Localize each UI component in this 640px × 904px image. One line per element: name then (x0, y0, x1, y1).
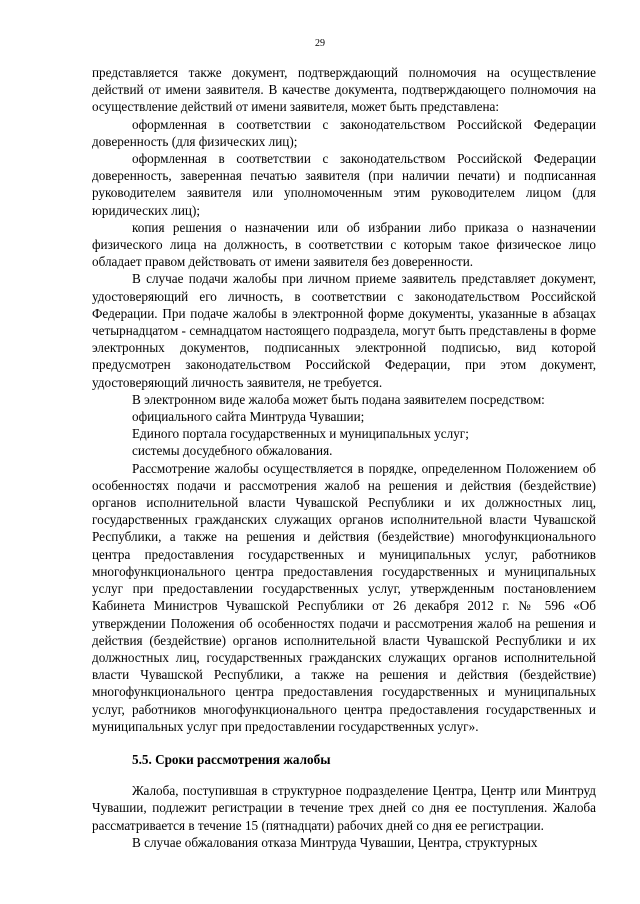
paragraph: Рассмотрение жалобы осуществляется в порядке, определенном Положением об особенностях подачи и рассмотрения жалоб на решения и действия (бездействие) органов исполнительной власти Чувашской Республики и их должностных лиц, государственных гражданских служащих органов исполнительной власти Чувашской Республики, а также на решения и действия (бездействие) многофункционального центра предоставления государственных и муниципальных услуг, работников многофункционального центра предоставления государственных и муниципальных услуг при предоставлении государственных услуг, утвержденным постановлением Кабинета Министров Чувашской Республики от 26 декабря 2012 г. № 596 «Об утверждении Положения об особенностях подачи и рассмотрения жалоб на решения и действия (бездействие) органов исполнительной власти Чувашской Республики и их должностных лиц, государственных гражданских служащих органов исполнительной власти Чувашской Республики, а также на решения и действия (бездействие) многофункционального центра предоставления государственных и муниципальных услуг, работников многофункционального центра предоставления государственных и муниципальных услуг при предоставлении государственных услуг». (92, 460, 596, 734)
paragraph: Единого портала государственных и муниципальных услуг; (132, 426, 469, 442)
document-body (92, 64, 596, 851)
paragraph: системы досудебного обжалования. (132, 443, 333, 459)
paragraph: Жалоба, поступившая в структурное подразделение Центра, Центр или Минтруд Чувашии, подлежит регистрации в течение трех дней со дня ее поступления. Жалоба рассматривается в течение 15 (пятнадцати) рабочих дней со дня ее регистрации. (92, 783, 596, 833)
paragraph: представляется также документ, подтверждающий полномочия на осуществление действий от имени заявителя. В качестве документа, подтверждающего полномочия на осуществление действий от имени заявителя, может быть представлена: (92, 65, 596, 115)
paragraph: оформленная в соответствии с законодательством Российской Федерации доверенность, заверенная печатью заявителя (при наличии печати) и подписанная руководителем заявителя или уполномоченным этим руководителем лицом (для юридических лиц); (92, 151, 596, 218)
page-number: 29 (315, 38, 325, 49)
paragraph: копия решения о назначении или об избрании либо приказа о назначении физического лица на должность, в соответствии с которым такое физическое лицо обладает правом действовать от имени заявителя без доверенности. (92, 219, 596, 270)
spacer (92, 768, 596, 782)
paragraph: В электронном виде жалоба может быть подана заявителем посредством: (132, 391, 545, 407)
paragraph: официального сайта Минтруда Чувашии; (132, 409, 365, 425)
paragraph: В случае обжалования отказа Минтруда Чувашии, Центра, структурных (132, 834, 538, 850)
paragraph: оформленная в соответствии с законодательством Российской Федерации доверенность (для физических лиц); (92, 116, 596, 149)
section-heading: 5.5. Сроки рассмотрения жалобы (132, 751, 331, 767)
paragraph: В случае подачи жалобы при личном приеме заявитель представляет документ, удостоверяющий его личность, в соответствии с законодательством Российской Федерации. При подаче жалобы в электронной форме документы, указанные в абзацах четырнадцатом - семнадцатом настоящего подраздела, могут быть представлены в форме электронных документов, подписанных электронной подписью, вид которой предусмотрен законодательством Российской Федерации, при этом документ, удостоверяющий личность заявителя, не требуется. (92, 271, 596, 390)
